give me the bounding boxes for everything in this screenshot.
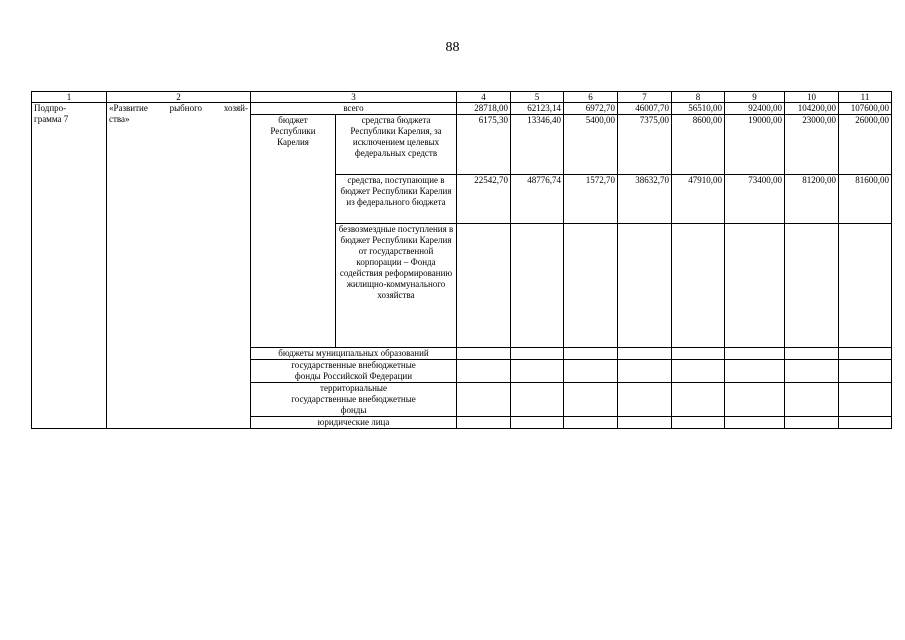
value-cell	[564, 348, 618, 360]
value-cell: 26000,00	[839, 115, 892, 175]
header-cell-8: 8	[672, 92, 725, 103]
header-row	[32, 92, 892, 103]
value-cell	[564, 224, 618, 348]
value-cell	[725, 383, 785, 417]
value-cell	[785, 348, 839, 360]
value-cell: 23000,00	[785, 115, 839, 175]
row-label-fund-receipts: безвозмездные поступления в бюджет Республики Карелия от государственной корпорации – Фонда содействия реформированию жилищно-коммунального хозяйства	[336, 224, 457, 348]
table-row-total	[32, 103, 892, 115]
value-cell: 7375,00	[618, 115, 672, 175]
value-cell: 38632,70	[618, 175, 672, 224]
value-cell	[564, 417, 618, 429]
value-cell	[672, 417, 725, 429]
row-label-territorial-offbudget: территориальные государственные внебюджетные фонды	[251, 383, 457, 417]
value-cell: 81600,00	[839, 175, 892, 224]
header-cell-2: 2	[107, 92, 251, 103]
value-cell	[672, 348, 725, 360]
value-cell	[725, 348, 785, 360]
value-cell	[618, 360, 672, 383]
value-cell	[457, 417, 511, 429]
value-cell	[511, 224, 564, 348]
value-cell	[564, 383, 618, 417]
header-cell-6: 6	[564, 92, 618, 103]
value-cell: 19000,00	[725, 115, 785, 175]
program-code	[32, 103, 107, 429]
value-cell: 104200,00	[785, 103, 839, 115]
value-cell	[511, 360, 564, 383]
value-cell	[839, 348, 892, 360]
value-cell: 8600,00	[672, 115, 725, 175]
row-label-legal-entities: юридические лица	[251, 417, 457, 429]
value-cell: 107600,00	[839, 103, 892, 115]
row-label-federal-funds: средства, поступающие в бюджет Республики Карелия из федерального бюджета	[336, 175, 457, 224]
value-cell	[785, 360, 839, 383]
value-cell	[785, 224, 839, 348]
header-cell-9: 9	[725, 92, 785, 103]
value-cell	[839, 224, 892, 348]
header-cell-1: 1	[32, 92, 107, 103]
value-cell: 48776,74	[511, 175, 564, 224]
value-cell	[618, 348, 672, 360]
header-cell-11: 11	[839, 92, 892, 103]
value-cell	[785, 383, 839, 417]
value-cell	[672, 360, 725, 383]
value-cell	[511, 348, 564, 360]
header-cell-7: 7	[618, 92, 672, 103]
value-cell: 62123,14	[511, 103, 564, 115]
value-cell	[457, 360, 511, 383]
value-cell: 92400,00	[725, 103, 785, 115]
value-cell: 56510,00	[672, 103, 725, 115]
value-cell: 6175,30	[457, 115, 511, 175]
header-cell-3: 3	[251, 92, 457, 103]
value-cell: 22542,70	[457, 175, 511, 224]
row-label-total: всего	[251, 103, 457, 115]
value-cell	[785, 417, 839, 429]
value-cell	[618, 417, 672, 429]
value-cell	[725, 224, 785, 348]
value-cell: 46007,70	[618, 103, 672, 115]
value-cell	[839, 383, 892, 417]
value-cell	[672, 383, 725, 417]
program-code-line1: Подпро-	[34, 103, 67, 113]
row-label-state-offbudget: государственные внебюджетные фонды Российской Федерации	[251, 360, 457, 383]
value-cell: 1572,70	[564, 175, 618, 224]
value-cell: 73400,00	[725, 175, 785, 224]
value-cell	[725, 360, 785, 383]
value-cell	[672, 224, 725, 348]
row-label-municipal: бюджеты муниципальных образований	[251, 348, 457, 360]
row-label-own-funds: средства бюджета Республики Карелия, за исключением целевых федеральных средств	[336, 115, 457, 175]
value-cell	[511, 417, 564, 429]
value-cell	[839, 417, 892, 429]
program-name-line2: ства»	[109, 114, 130, 124]
program-code-line2: грамма 7	[34, 114, 69, 124]
row-label-budget-rk: бюджет Республики Карелия	[251, 115, 336, 348]
value-cell	[618, 224, 672, 348]
value-cell: 5400,00	[564, 115, 618, 175]
header-cell-4: 4	[457, 92, 511, 103]
program-name	[107, 103, 251, 429]
value-cell: 6972,70	[564, 103, 618, 115]
value-cell: 13346,40	[511, 115, 564, 175]
program-finance-table	[31, 91, 892, 429]
value-cell	[725, 417, 785, 429]
value-cell	[457, 348, 511, 360]
value-cell: 47910,00	[672, 175, 725, 224]
header-cell-10: 10	[785, 92, 839, 103]
page-number: 88	[445, 40, 460, 55]
value-cell	[839, 360, 892, 383]
value-cell	[457, 383, 511, 417]
value-cell	[564, 360, 618, 383]
header-cell-5: 5	[511, 92, 564, 103]
program-name-line1: «Развитие рыбного хозяй-	[109, 103, 248, 113]
value-cell	[511, 383, 564, 417]
value-cell: 81200,00	[785, 175, 839, 224]
value-cell	[618, 383, 672, 417]
value-cell: 28718,00	[457, 103, 511, 115]
value-cell	[457, 224, 511, 348]
